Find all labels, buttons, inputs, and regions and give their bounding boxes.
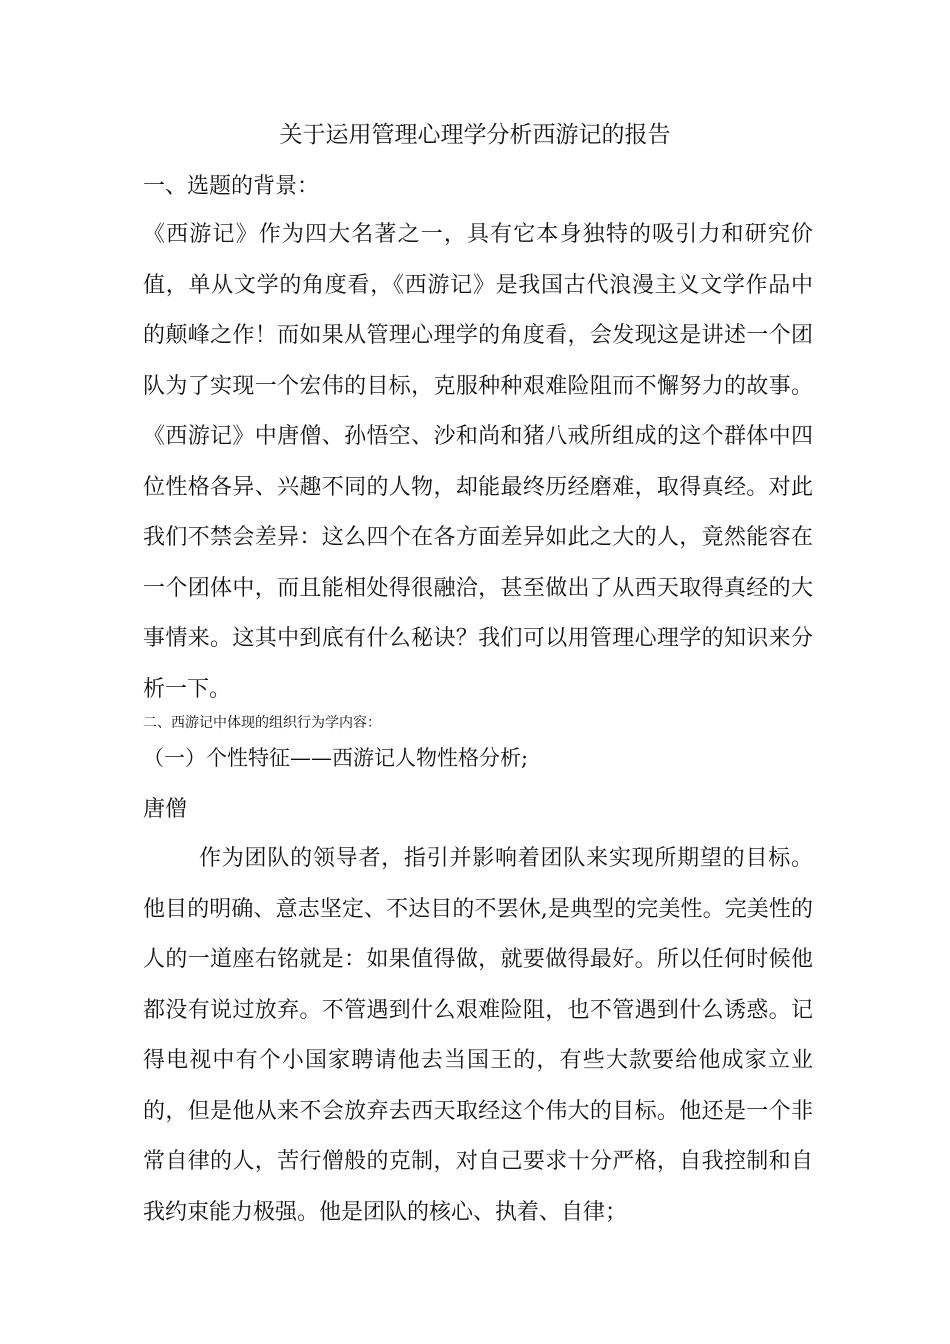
character-name-heading: 唐僧: [143, 797, 188, 822]
background-paragraph: 《西游记》作为四大名著之一，具有它本身独特的吸引力和研究价值，单从文学的角度看，《西游记》是我国古代浪漫主义文学作品中的颠峰之作！而如果从管理心理学的角度看，会发现这是讲述一个团队为了实现一个宏伟的目标，克服种种艰难险阻而不懈努力的故事。《西游记》中唐僧、孙悟空、沙和尚和猪八戒所组成的这个群体中四位性格各异、兴趣不同的人物，却能最终历经磨难，取得真经。对此我们不禁会差异：这么四个在各方面差异如此之大的人，竟然能容在一个团体中，而且能相处得很融洽，甚至做出了从西天取得真经的大事情来。这其中到底有什么秘诀？我们可以用管理心理学的知识来分析一下。: [143, 222, 813, 702]
document-title: 关于运用管理心理学分析西游记的报告: [279, 122, 671, 148]
section-heading-org-behavior: 二、西游记中体现的组织行为学内容：: [143, 715, 381, 731]
section-heading-background: 一、选题的背景：: [143, 174, 320, 199]
subsection-heading-personality: （一）个性特征——西游记人物性格分析;: [143, 746, 529, 770]
character-paragraph: 作为团队的领导者，指引并影响着团队来实现所期望的目标。他目的明确、意志坚定、不达目的不罢休,是典型的完美性。完美性的人的一道座右铭就是：如果值得做，就要做得最好。所以任何时候他都没有说过放弃。不管遇到什么艰难险阻，也不管遇到什么诱惑。记得电视中有个小国家聘请他去当国王的，有些大款要给他成家立业的，但是他从来不会放弃去西天取经这个伟大的目标。他还是一个非常自律的人，苦行僧般的克制，对自己要求十分严格，自我控制和自我约束能力极强。他是团队的核心、执着、自律；: [143, 846, 813, 1225]
